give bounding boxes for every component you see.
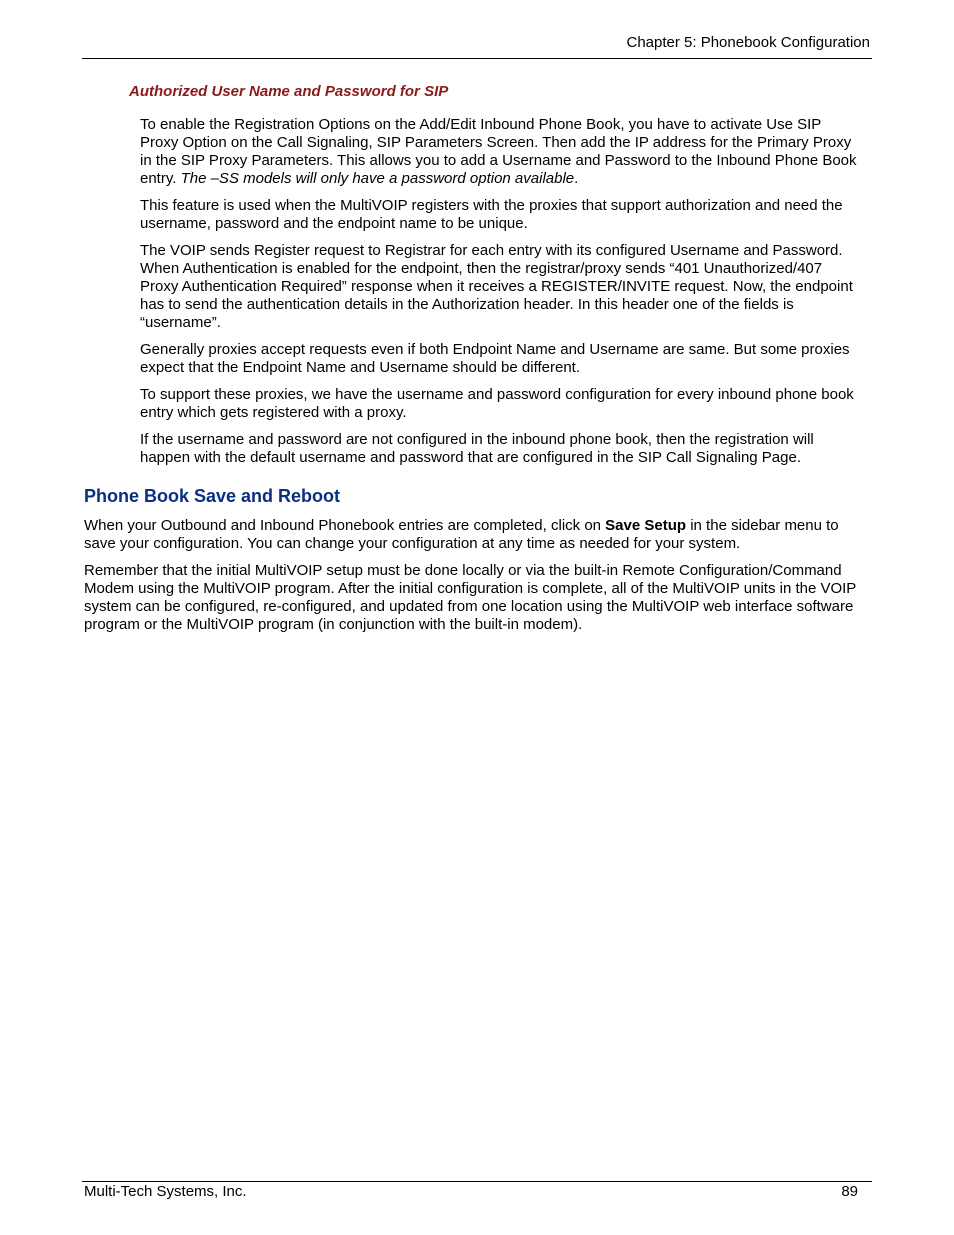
paragraph — [140, 116, 862, 188]
paragraph-text: in the sidebar menu to save your configuration. You can change your configuration at any time as needed for your system. — [84, 517, 839, 552]
section-title: Phone Book Save and Reboot — [84, 486, 341, 506]
paragraph-italic-note: The –SS models will only have a password option available — [180, 170, 575, 187]
paragraph-end: . — [574, 170, 579, 187]
paragraph — [84, 517, 874, 553]
header-rule — [82, 58, 872, 59]
page-number: 89 — [841, 1183, 858, 1200]
paragraph-text: When your Outbound and Inbound Phonebook entries are completed, click on — [84, 517, 606, 534]
footer-rule — [82, 1181, 872, 1182]
paragraph: If the username and password are not configured in the inbound phone book, then the registration will happen with the default username and password that are configured in the SIP Call Signaling Page. — [140, 431, 814, 466]
subsection-title: Authorized User Name and Password for SIP — [129, 83, 449, 100]
subsection-body — [140, 116, 862, 476]
paragraph: This feature is used when the MultiVOIP registers with the proxies that support authorization and need the username, password and the endpoint name to be unique. — [140, 197, 843, 232]
paragraph-text: To enable the Registration Options on the Add/Edit Inbound Phone Book, you have to activate Use SIP Proxy Option on the Call Signaling, SIP Parameters Screen. Then add the IP address for the Primary Proxy in the SIP Proxy Parameters. This allows you to add a Username and Password to the Inbound Phone Book entry. — [140, 116, 857, 187]
paragraph: The VOIP sends Register request to Registrar for each entry with its configured Username and Password. When Authentication is enabled for the endpoint, then the registrar/proxy sends “401 Unauthorized/407 Proxy Authentication Required” response when it receives a REGISTER/INVITE request. Now, the endpoint has to send the authentication details in the Authorization header. In this header one of the fields is “username”. — [140, 242, 853, 331]
paragraph: To support these proxies, we have the username and password configuration for every inbound phone book entry which gets registered with a proxy. — [140, 386, 854, 421]
save-setup-term: Save Setup — [605, 517, 687, 534]
paragraph: Generally proxies accept requests even if both Endpoint Name and Username are same. But some proxies expect that the Endpoint Name and Username should be different. — [140, 341, 850, 376]
running-header: Chapter 5: Phonebook Configuration — [626, 34, 870, 51]
paragraph: Remember that the initial MultiVOIP setup must be done locally or via the built-in Remote Configuration/Command Modem using the MultiVOIP program. After the initial configuration is complete, all of the MultiVOIP units in the VOIP system can be configured, re-configured, and updated from one location using the MultiVOIP web interface software program or the MultiVOIP program (in conjunction with the built-in modem). — [84, 562, 857, 633]
footer-company: Multi-Tech Systems, Inc. — [84, 1183, 247, 1200]
section-body — [84, 517, 874, 643]
